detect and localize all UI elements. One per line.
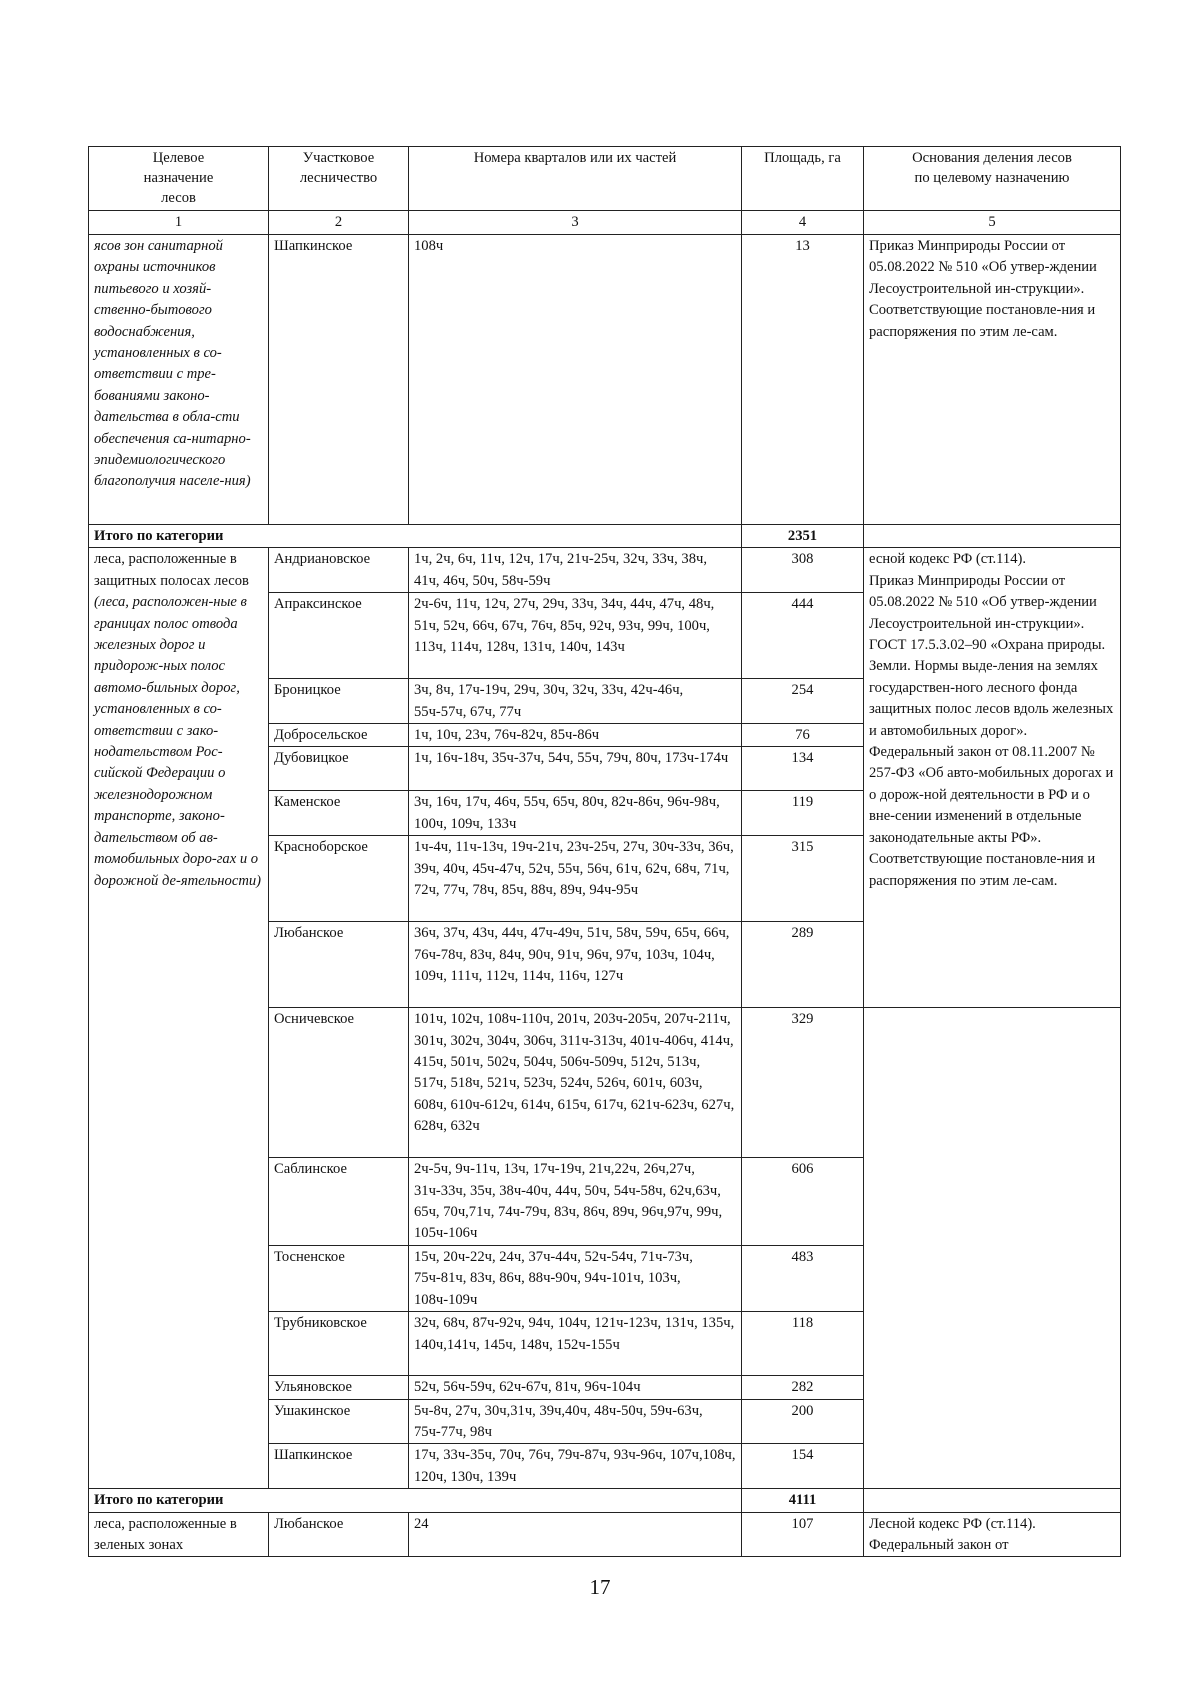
header-forestry: Участковое лесничество (269, 147, 409, 211)
area-cell: 254 (742, 679, 864, 724)
quarters-cell: 17ч, 33ч-35ч, 70ч, 76ч, 79ч-87ч, 93ч-96ч, 107ч,108ч, 120ч, 130ч, 139ч (409, 1444, 742, 1489)
area-cell: 308 (742, 548, 864, 593)
empty-cell (864, 525, 1121, 548)
forestry-cell: Броницкое (269, 679, 409, 724)
area-cell: 134 (742, 747, 864, 791)
page-number: 17 (589, 1575, 611, 1599)
forestry-cell: Апраксинское (269, 593, 409, 679)
column-number: 4 (742, 211, 864, 235)
table-row (89, 235, 1121, 525)
column-number: 5 (864, 211, 1121, 235)
quarters-cell: 36ч, 37ч, 43ч, 44ч, 47ч-49ч, 51ч, 58ч, 59ч, 65ч, 66ч, 76ч-78ч, 83ч, 84ч, 90ч, 91ч, 96ч, 97ч, 103ч, 104ч, 109ч, 111ч, 112ч, 114ч, 116ч, 127ч (409, 922, 742, 1008)
basis-cell: есной кодекс РФ (ст.114). Приказ Минприроды России от 05.08.2022 № 510 «Об утвер-ждении Лесоустроительной ин-струкции». ГОСТ 17.5.3.02–90 «Охрана природы. Земли. Нормы выде-ления на землях государствен-ного лесного фонда защитных полос лесов вдоль железных и автомобильных дорог». Федеральный закон от 08.11.2007 № 257-ФЗ «Об авто-мобильных дорогах и о дорож-ной деятельности в РФ и о вне-сении изменений в отдельные законодательные акты РФ». Соответствующие постановле-ния и распоряжения по этим ле-сам. (864, 548, 1121, 1008)
forestry-cell: Дубовицкое (269, 747, 409, 791)
area-cell: 289 (742, 922, 864, 1008)
empty-cell (864, 1489, 1121, 1512)
forestry-cell: Шапкинское (269, 235, 409, 525)
forestry-cell: Ушакинское (269, 1399, 409, 1444)
forestry-cell: Саблинское (269, 1158, 409, 1246)
basis-cell: Приказ Минприроды России от 05.08.2022 № 510 «Об утвер-ждении Лесоустроительной ин-струкции». Соответствующие постановле-ния и распоряжения по этим ле-сам. (864, 235, 1121, 525)
table-header-row (89, 147, 1121, 211)
quarters-cell: 2ч-5ч, 9ч-11ч, 13ч, 17ч-19ч, 21ч,22ч, 26ч,27ч, 31ч-33ч, 35ч, 38ч-40ч, 44ч, 50ч, 54ч-58ч, 62ч,63ч, 65ч, 70ч,71ч, 74ч-79ч, 83ч, 86ч, 89ч, 96ч,97ч, 99ч, 105ч-106ч (409, 1158, 742, 1246)
quarters-cell: 2ч-6ч, 11ч, 12ч, 27ч, 29ч, 33ч, 34ч, 44ч, 47ч, 48ч, 51ч, 52ч, 66ч, 67ч, 76ч, 85ч, 92ч, 93ч, 99ч, 100ч, 113ч, 114ч, 128ч, 131ч, 140ч, 143ч (409, 593, 742, 679)
header-purpose: Целевое назначение лесов (89, 147, 269, 211)
quarters-cell: 108ч (409, 235, 742, 525)
table-row (89, 1512, 1121, 1557)
forestry-cell: Андриановское (269, 548, 409, 593)
category-total-value: 2351 (742, 525, 864, 548)
area-cell: 76 (742, 724, 864, 747)
area-cell: 107 (742, 1512, 864, 1557)
area-cell: 282 (742, 1376, 864, 1399)
header-area: Площадь, га (742, 147, 864, 211)
column-number-row (89, 211, 1121, 235)
quarters-cell: 1ч, 10ч, 23ч, 76ч-82ч, 85ч-86ч (409, 724, 742, 747)
area-cell: 329 (742, 1008, 864, 1158)
forestry-cell: Шапкинское (269, 1444, 409, 1489)
quarters-cell: 3ч, 8ч, 17ч-19ч, 29ч, 30ч, 32ч, 33ч, 42ч-46ч, 55ч-57ч, 67ч, 77ч (409, 679, 742, 724)
category-total-value: 4111 (742, 1489, 864, 1512)
category-total-label: Итого по категории (89, 525, 742, 548)
quarters-cell: 101ч, 102ч, 108ч-110ч, 201ч, 203ч-205ч, 207ч-211ч, 301ч, 302ч, 304ч, 306ч, 311ч-313ч, 401ч-406ч, 414ч, 415ч, 501ч, 502ч, 504ч, 506ч-509ч, 512ч, 513ч, 517ч, 518ч, 521ч, 523ч, 524ч, 526ч, 601ч, 603ч, 608ч, 610ч-612ч, 614ч, 615ч, 617ч, 621ч-623ч, 627ч, 628ч, 632ч (409, 1008, 742, 1158)
category-total-row (89, 525, 1121, 548)
quarters-cell: 1ч-4ч, 11ч-13ч, 19ч-21ч, 23ч-25ч, 27ч, 30ч-33ч, 36ч, 39ч, 40ч, 45ч-47ч, 52ч, 55ч, 56ч, 61ч, 62ч, 68ч, 71ч, 72ч, 77ч, 78ч, 85ч, 88ч, 89ч, 94ч-95ч (409, 836, 742, 922)
forestry-cell: Трубниковское (269, 1312, 409, 1376)
quarters-cell: 5ч-8ч, 27ч, 30ч,31ч, 39ч,40ч, 48ч-50ч, 59ч-63ч, 75ч-77ч, 98ч (409, 1399, 742, 1444)
forestry-cell: Ульяновское (269, 1376, 409, 1399)
column-number: 1 (89, 211, 269, 235)
quarters-cell: 1ч, 16ч-18ч, 35ч-37ч, 54ч, 55ч, 79ч, 80ч, 173ч-174ч (409, 747, 742, 791)
forestry-cell: Красноборское (269, 836, 409, 922)
header-quarters: Номера кварталов или их частей (409, 147, 742, 211)
area-cell: 154 (742, 1444, 864, 1489)
table-row (89, 548, 1121, 593)
forestry-cell: Каменское (269, 791, 409, 836)
forestry-cell: Любанское (269, 1512, 409, 1557)
basis-cell: Лесной кодекс РФ (ст.114). Федеральный закон от (864, 1512, 1121, 1557)
quarters-cell: 32ч, 68ч, 87ч-92ч, 94ч, 104ч, 121ч-123ч, 131ч, 135ч, 140ч,141ч, 145ч, 148ч, 152ч-155ч (409, 1312, 742, 1376)
area-cell: 444 (742, 593, 864, 679)
column-number: 2 (269, 211, 409, 235)
category-total-label: Итого по категории (89, 1489, 742, 1512)
area-cell: 118 (742, 1312, 864, 1376)
quarters-cell: 52ч, 56ч-59ч, 62ч-67ч, 81ч, 96ч-104ч (409, 1376, 742, 1399)
purpose-cell: леса, расположенные в зеленых зонах (89, 1512, 269, 1557)
quarters-cell: 3ч, 16ч, 17ч, 46ч, 55ч, 65ч, 80ч, 82ч-86ч, 96ч-98ч, 100ч, 109ч, 133ч (409, 791, 742, 836)
purpose-cell: ясов зон санитарной охраны источников питьевого и хозяй-ственно-бытового водоснабжения, установленных в со-ответствии с тре-бованиями законо-дательства в обла-сти обеспечения са-нитарно-эпидемиологического благополучия населе-ния) (89, 235, 269, 525)
column-number: 3 (409, 211, 742, 235)
quarters-cell: 1ч, 2ч, 6ч, 11ч, 12ч, 17ч, 21ч-25ч, 32ч, 33ч, 38ч, 41ч, 46ч, 50ч, 58ч-59ч (409, 548, 742, 593)
purpose-plain-text: леса, расположенные в защитных полосах лесов (94, 551, 249, 589)
area-cell: 315 (742, 836, 864, 922)
empty-cell (864, 1008, 1121, 1489)
area-cell: 606 (742, 1158, 864, 1246)
forestry-cell: Любанское (269, 922, 409, 1008)
category-total-row (89, 1489, 1121, 1512)
forest-purpose-table (88, 146, 1121, 1557)
forestry-cell: Тосненское (269, 1245, 409, 1311)
forestry-cell: Осничевское (269, 1008, 409, 1158)
area-cell: 13 (742, 235, 864, 525)
forestry-cell: Добросельское (269, 724, 409, 747)
quarters-cell: 24 (409, 1512, 742, 1557)
area-cell: 200 (742, 1399, 864, 1444)
quarters-cell: 15ч, 20ч-22ч, 24ч, 37ч-44ч, 52ч-54ч, 71ч-73ч, 75ч-81ч, 83ч, 86ч, 88ч-90ч, 94ч-101ч, 103ч, 108ч-109ч (409, 1245, 742, 1311)
purpose-cell (89, 548, 269, 1489)
header-basis: Основания деления лесов по целевому назначению (864, 147, 1121, 211)
area-cell: 119 (742, 791, 864, 836)
area-cell: 483 (742, 1245, 864, 1311)
purpose-italic-text: (леса, расположен-ные в границах полос отвода железных дорог и придорож-ных полос автомо-бильных дорог, установленных в со-ответствии с зако-нодательством Рос-сийской Федерации о железнодорожном транспорте, законо-дательством об ав-томобильных доро-гах и о дорожной де-ятельности) (94, 594, 262, 889)
